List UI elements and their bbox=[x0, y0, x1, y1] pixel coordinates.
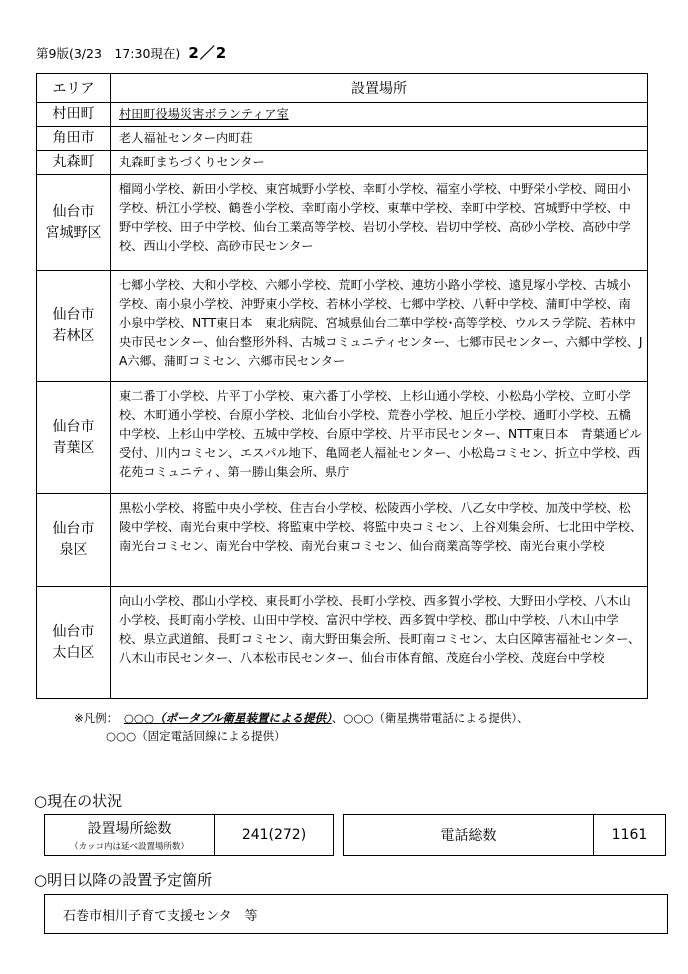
document-header bbox=[36, 42, 227, 63]
phones-value: 1161 bbox=[611, 827, 648, 843]
places-cell: 榴岡小学校、新田小学校、東宮城野小学校、幸町小学校、福室小学校、中野栄小学校、岡田小学校、枡江小学校、鶴巻小学校、幸町南小学校、東華中学校、幸町中学校、宮城野中学校、中野中学校、田子中学校、仙台工業高等学校、岩切小学校、岩切中学校、高砂小学校、高砂中学校、西山小学校、高砂市民センター bbox=[111, 175, 648, 271]
locations-value: 241(272) bbox=[241, 827, 307, 843]
future-location-box bbox=[44, 894, 668, 934]
area-cell: 仙台市 宮城野区 bbox=[37, 175, 111, 271]
table-row bbox=[37, 494, 648, 587]
legend bbox=[74, 709, 529, 745]
locations-note: （カッコ内は延べ設置場所数） bbox=[70, 842, 189, 852]
legend-separator-tail: 、 bbox=[517, 711, 529, 725]
table-row bbox=[37, 382, 648, 494]
area-cell: 仙台市 泉区 bbox=[37, 494, 111, 587]
places-cell: 丸森町まちづくりセンター bbox=[111, 151, 648, 175]
phones-total-box bbox=[343, 814, 666, 856]
locations-label-cell bbox=[45, 815, 215, 855]
table-row bbox=[37, 103, 648, 127]
legend-separator: 、 bbox=[331, 711, 344, 725]
table-row bbox=[37, 587, 648, 699]
area-cell: 村田町 bbox=[37, 103, 111, 127]
table-row bbox=[37, 175, 648, 271]
legend-fixed-line: ○○○（固定電話回線による提供） bbox=[106, 729, 286, 743]
area-cell: 仙台市 太白区 bbox=[37, 587, 111, 699]
installation-table bbox=[36, 73, 648, 699]
legend-satellite-phone: ○○○（衛星携帯電話による提供） bbox=[343, 711, 518, 725]
table-row bbox=[37, 151, 648, 175]
places-cell: 東二番丁小学校、片平丁小学校、東六番丁小学校、上杉山通小学校、小松島小学校、立町小学校、木町通小学校、台原小学校、北仙台小学校、荒巻小学校、旭丘小学校、通町小学校、五橋中学校、上杉山中学校、五城中学校、台原中学校、片平市民センター、NTT東日本 青葉通ビル受付、川内コミセン、エスパル地下、亀岡老人福祉センター、小松島コミセン、折立中学校、西花苑コミュニティ、第一勝山集会所、県庁 bbox=[111, 382, 648, 494]
locations-total-box bbox=[44, 814, 334, 856]
area-cell: 仙台市 若林区 bbox=[37, 271, 111, 382]
status-heading: ○現在の状況 bbox=[34, 792, 123, 810]
version-label: 第9版(3/23 17:30現在) bbox=[36, 46, 181, 61]
legend-prefix: ※凡例： bbox=[74, 711, 113, 725]
table-row bbox=[37, 271, 648, 382]
area-cell: 仙台市 青葉区 bbox=[37, 382, 111, 494]
table-header-row bbox=[37, 74, 648, 103]
table-row bbox=[37, 127, 648, 151]
page-number: 2／2 bbox=[188, 44, 228, 62]
places-cell: 村田町役場災害ボランティア室 bbox=[111, 103, 648, 127]
area-cell: 丸森町 bbox=[37, 151, 111, 175]
places-cell: 黒松小学校、将監中央小学校、住吉台小学校、松陵西小学校、八乙女中学校、加茂中学校、松陵中学校、南光台東中学校、将監東中学校、将監中央コミセン、上谷刈集会所、七北田中学校、南光台コミセン、南光台中学校、南光台東コミセン、仙台商業高等学校、南光台東小学校 bbox=[111, 494, 648, 587]
column-header-place: 設置場所 bbox=[111, 74, 648, 103]
locations-label: 設置場所総数 bbox=[87, 821, 172, 837]
column-header-area: エリア bbox=[37, 74, 111, 103]
phones-label: 電話総数 bbox=[344, 815, 594, 855]
places-cell: 向山小学校、郡山小学校、東長町小学校、長町小学校、西多賀小学校、大野田小学校、八木山小学校、長町南小学校、山田中学校、富沢中学校、西多賀中学校、郡山中学校、八木山中学校、県立武道館、長町コミセン、南大野田集会所、長町南コミセン、太白区障害福祉センター、八木山市民センター、八本松市民センター、仙台市体育館、茂庭台小学校、茂庭台中学校 bbox=[111, 587, 648, 699]
places-cell: 七郷小学校、大和小学校、六郷小学校、荒町小学校、連坊小路小学校、遠見塚小学校、古城小学校、南小泉小学校、沖野東小学校、若林小学校、七郷中学校、八軒中学校、蒲町中学校、南小泉中学校、NTT東日本 東北病院、宮城県仙台二華中学校･高等学校、ウルスラ学院、若林中央市民センター、仙台整形外科、古城コミュニティセンター、七郷市民センター、六郷中学校、JA六郷、蒲町コミセン、六郷市民センター bbox=[111, 271, 648, 382]
future-heading: ○明日以降の設置予定箇所 bbox=[34, 871, 213, 889]
legend-portable-satellite: ○○○（ポータブル衛星装置による提供） bbox=[123, 711, 332, 725]
places-cell: 老人福祉センター内町荘 bbox=[111, 127, 648, 151]
area-cell: 角田市 bbox=[37, 127, 111, 151]
future-location-text: 石巻市相川子育て支援センタ 等 bbox=[63, 908, 258, 924]
